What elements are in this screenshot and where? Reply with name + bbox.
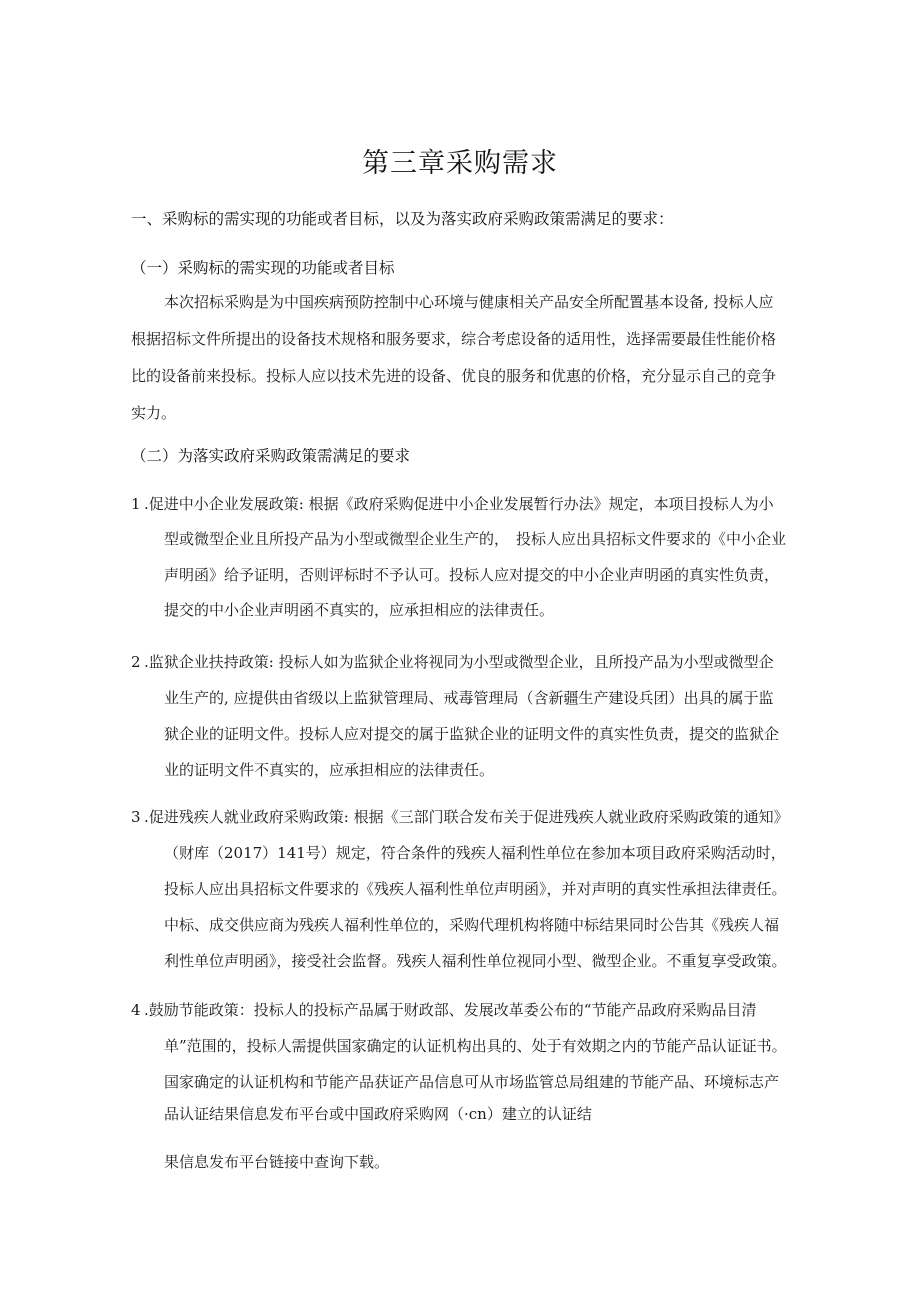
paragraph-line: 比的设备前来投标。投标人应以技术先进的设备、优良的服务和优惠的价格，充分显示自己的竞争 — [131, 367, 777, 385]
item-line: .促进残疾人就业政府采购政策: 根据《三部门联合发布关于促进残疾人就业政府采购政策的通知》 — [144, 808, 789, 826]
item-line: .促进中小企业发展政策: 根据《政府采购促进中小企业发展暂行办法》规定，本项目投标人为小 — [144, 495, 774, 513]
item-line: 狱企业的证明文件。投标人应对提交的属于监狱企业的证明文件的真实性负责，提交的监狱企 — [164, 725, 780, 743]
section-heading: 一、采购标的需实现的功能或者目标，以及为落实政府采购政策需满足的要求： — [131, 210, 674, 228]
item-line: 中标、成交供应商为残疾人福利性单位的，采购代理机构将随中标结果同时公告其《残疾人福 — [164, 916, 780, 934]
subsection-heading-2: （二）为落实政府采购政策需满足的要求 — [131, 447, 411, 465]
item-number: 3 — [131, 808, 141, 826]
item-line: 国家确定的认证机构和节能产品获证产品信息可从市场监管总局组建的节能产品、环境标志产 — [164, 1073, 780, 1091]
policy-item-2 — [131, 651, 811, 781]
item-line: 业的证明文件不真实的，应承担相应的法律责任。 — [164, 761, 495, 779]
page-title: 第三章采购需求 — [362, 148, 558, 179]
item-line: 利性单位声明函》，接受社会监督。残疾人福利性单位视同小型、微型企业。不重复享受政策。 — [164, 952, 787, 970]
item-line: 品认证结果信息发布平台或中国政府采购网（·cn）建立的认证结 — [164, 1105, 592, 1123]
item-line: 提交的中小企业声明函不真实的，应承担相应的法律责任。 — [164, 601, 555, 619]
item-line: .鼓励节能政策：投标人的投标产品属于财政部、发展改革委公布的“节能产品政府采购品目清 — [144, 1001, 757, 1019]
paragraph-line: 根据招标文件所提出的设备技术规格和服务要求，综合考虑设备的适用性，选择需要最佳性能价格 — [131, 330, 777, 348]
item-line: 业生产的, 应提供由省级以上监狱管理局、戒毒管理局（含新疆生产建设兵团）出具的属于监 — [164, 689, 774, 707]
subsection-1-paragraph — [131, 284, 811, 432]
policy-item-1 — [131, 493, 811, 623]
policy-item-3 — [131, 806, 811, 971]
item-line: 单”范围的，投标人需提供国家确定的认证机构出具的、处于有效期之内的节能产品认证证书。 — [164, 1037, 787, 1055]
paragraph-line: 本次招标采购是为中国疾病预防控制中心环境与健康相关产品安全所配置基本设备, 投标人应 — [164, 293, 774, 311]
item-line: 投标人应出具招标文件要求的《残疾人福利性单位声明函》，并对声明的真实性承担法律责任。 — [164, 880, 787, 898]
item-line-emphasis: 投标人应出具招标文件要求的《中小企业 — [516, 530, 787, 548]
item-number: 2 — [131, 653, 141, 671]
item-line: .监狱企业扶持政策: 投标人如为监狱企业将视同为小型或微型企业，且所投产品为小型或微型企 — [144, 653, 774, 671]
policy-item-4 — [131, 999, 811, 1169]
paragraph-line: 实力。 — [131, 404, 177, 422]
item-line: 型或微型企业且所投产品为小型或微型企业生产的， — [164, 530, 510, 548]
subsection-heading-1: （一）采购标的需实现的功能或者目标 — [131, 259, 395, 277]
item-line: （财库（2017）141号）规定，符合条件的残疾人福利性单位在参加本项目政府采购活动时， — [164, 844, 786, 862]
item-line: 果信息发布平台链接中查询下载。 — [164, 1153, 390, 1171]
item-number: 1 — [131, 495, 141, 513]
item-line-emphasis: 声明函》给予证明，否则评标时不予认可。投标人应对提交的中小企业声明函的真实性负责， — [164, 566, 780, 584]
item-number: 4 — [131, 1001, 141, 1019]
